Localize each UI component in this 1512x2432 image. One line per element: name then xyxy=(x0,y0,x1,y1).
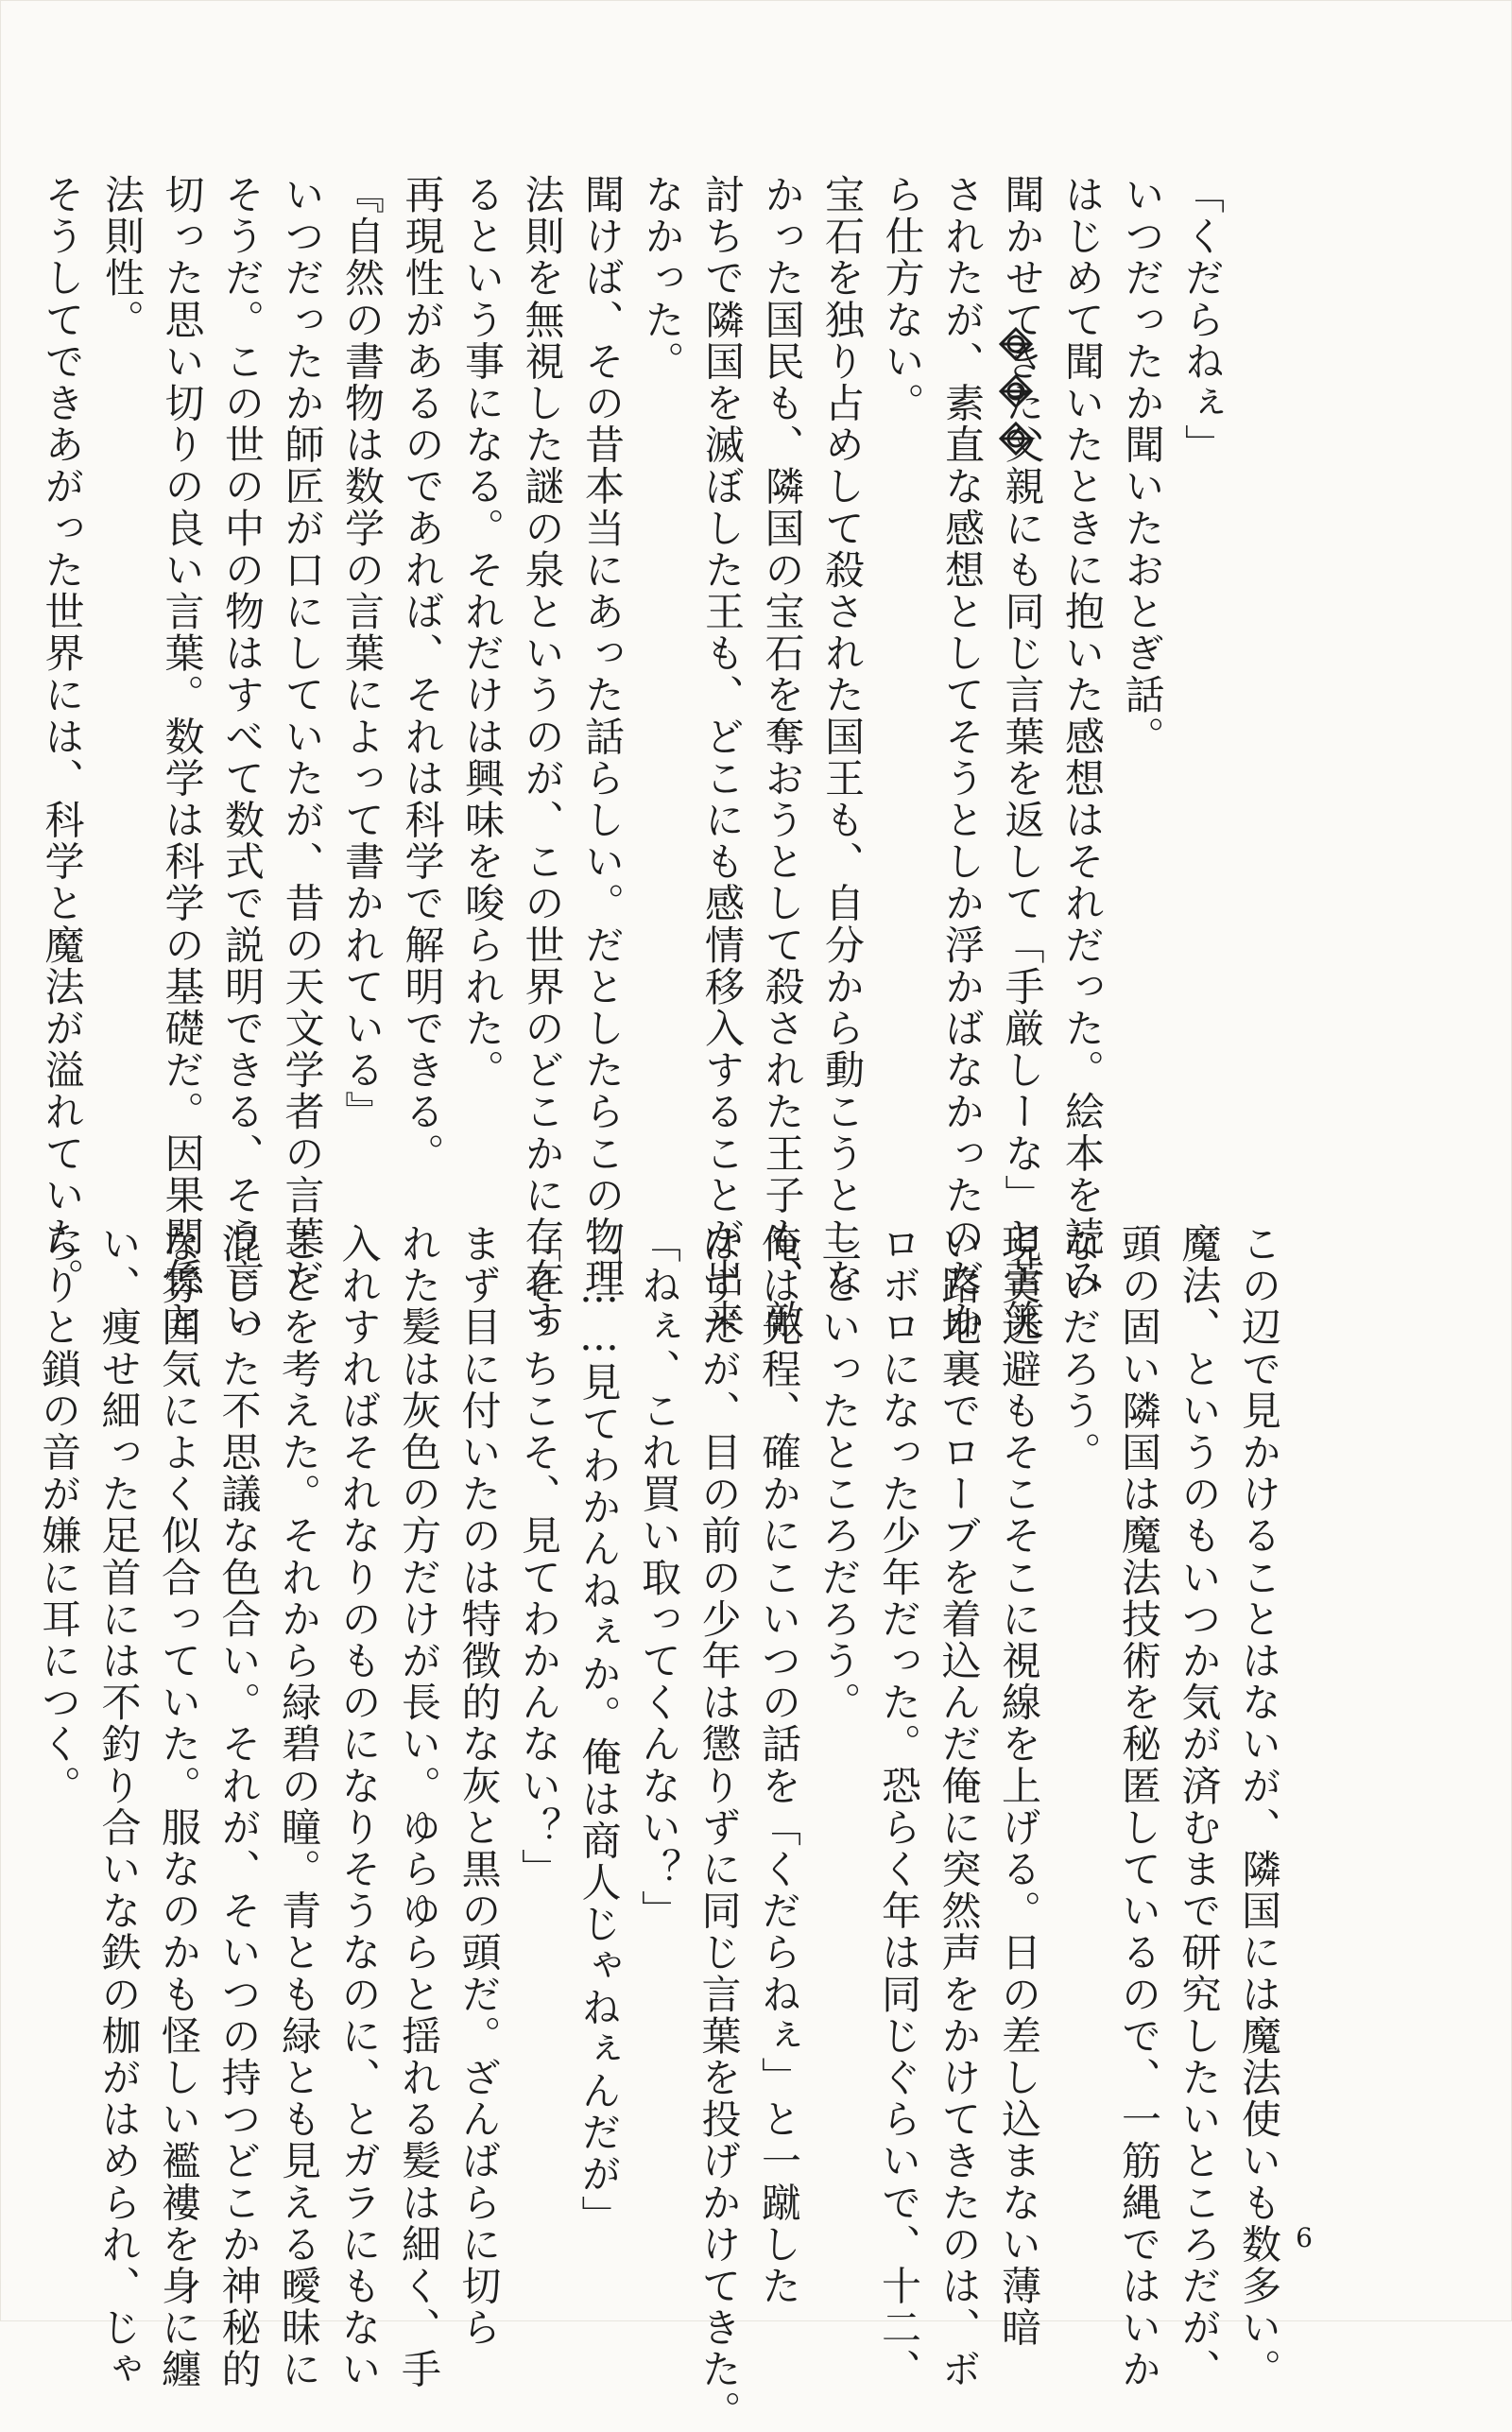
text-line: 三といったところだろう。 xyxy=(816,1223,863,1724)
text-line: れた髪は灰色の方だけが長い。ゆらゆらと揺れる髪は細く、手 xyxy=(396,1223,442,2390)
text-line: なかった。 xyxy=(639,174,686,383)
text-line: 「そっちこそ、見てわかんない？」 xyxy=(516,1223,562,1890)
text-line: な雰囲気によく似合っていた。服なのかも怪しい襤褸を身に纏 xyxy=(156,1223,202,2390)
text-line: 法則性。 xyxy=(99,174,146,341)
text-line: い、痩せ細った足首には不釣り合いな鉄の枷がはめられ、じゃ xyxy=(95,1223,143,2390)
lower-text-block xyxy=(36,1223,1289,2432)
text-line: 混じった不思議な色合い。それが、そいつの持つどこか神秘的 xyxy=(215,1223,263,2390)
text-line: 宝石を独り占めして殺された国王も、自分から動こうとしな xyxy=(819,174,866,1300)
text-line: いつだったか師匠が口にしていたが、昔の天文学者の言葉だ xyxy=(279,174,326,1300)
upper-text-block xyxy=(39,174,1232,1341)
text-line: 頭の固い隣国は魔法技術を秘匿しているので、一筋縄ではいか xyxy=(1116,1223,1162,2390)
text-line: 現実逃避もそこそこに視線を上げる。日の差し込まない薄暗 xyxy=(996,1223,1042,2349)
text-line: 聞かせてきた父親にも同じ言葉を返して「手厳しーな」と苦笑 xyxy=(999,174,1046,1341)
text-line: 再現性があるのであれば、それは科学で解明できる。 xyxy=(399,174,446,1175)
text-line: はじめて聞いたときに抱いた感想はそれだった。絵本を読み xyxy=(1059,174,1106,1300)
text-line: 入れすればそれなりのものになりそうなのに、とガラにもない xyxy=(335,1223,383,2390)
text-line: らりと鎖の音が嫌に耳につく。 xyxy=(36,1223,82,1807)
text-line: ないだろう。 xyxy=(1056,1223,1103,1474)
text-line: 俺は先程、確かにこいつの話を「くだらねぇ」と一蹴した xyxy=(756,1223,802,2307)
page-number: 6 xyxy=(1296,2222,1313,2253)
text-line: いつだったか聞いたおとぎ話。 xyxy=(1119,174,1166,758)
text-line: そうだ。この世の中の物はすべて数式で説明できる、そう言い xyxy=(219,174,266,1341)
text-line: ロボロになった少年だった。恐らく年は同じぐらいで、十二、 xyxy=(876,1223,922,2390)
text-line: 「……見てわかんねぇか。俺は商人じゃねぇんだが」 xyxy=(576,1223,623,2237)
text-line: 「ねぇ、これ買い取ってくんない？」 xyxy=(636,1223,682,1932)
text-line: かった国民も、隣国の宝石を奪おうとして殺された王子も、敵 xyxy=(759,174,806,1341)
text-line: 魔法、というのもいつか気が済むまで研究したいところだが、 xyxy=(1176,1223,1223,2390)
text-line: 法則を無視した謎の泉というのが、この世界のどこかに存在す xyxy=(519,174,566,1341)
text-line: 「くだらねぇ」 xyxy=(1179,174,1226,466)
text-line: 討ちで隣国を滅ぼした王も、どこにも感情移入することが出来 xyxy=(699,174,746,1341)
text-line: い路地裏でローブを着込んだ俺に突然声をかけてきたのは、ボ xyxy=(936,1223,983,2390)
text-line: 切った思い切りの良い言葉。数学は科学の基礎だ。因果関係と xyxy=(159,174,206,1341)
text-line: 『自然の書物は数学の言葉によって書かれている』 xyxy=(339,174,386,1133)
text-line: そうしてできあがった世界には、科学と魔法が溢れていた。 xyxy=(39,174,86,1300)
text-line: ら仕方ない。 xyxy=(879,174,926,424)
text-line: されたが、素直な感想としてそうとしか浮かばなかったのだか xyxy=(939,174,986,1341)
text-line: はずだが、目の前の少年は懲りずに同じ言葉を投げかけてきた。 xyxy=(696,1223,743,2432)
text-line: 聞けば、その昔本当にあった話らしい。だとしたらこの物理 xyxy=(579,174,626,1300)
text-line: ことを考えた。それから緑碧の瞳。青とも緑とも見える曖昧に xyxy=(276,1223,322,2390)
text-line: まず目に付いたのは特徴的な灰と黒の頭だ。ざんばらに切ら xyxy=(455,1223,503,2349)
text-line: この辺で見かけることはないが、隣国には魔法使いも数多い。 xyxy=(1236,1223,1282,2390)
text-line: るという事になる。それだけは興味を唆られた。 xyxy=(459,174,506,1092)
